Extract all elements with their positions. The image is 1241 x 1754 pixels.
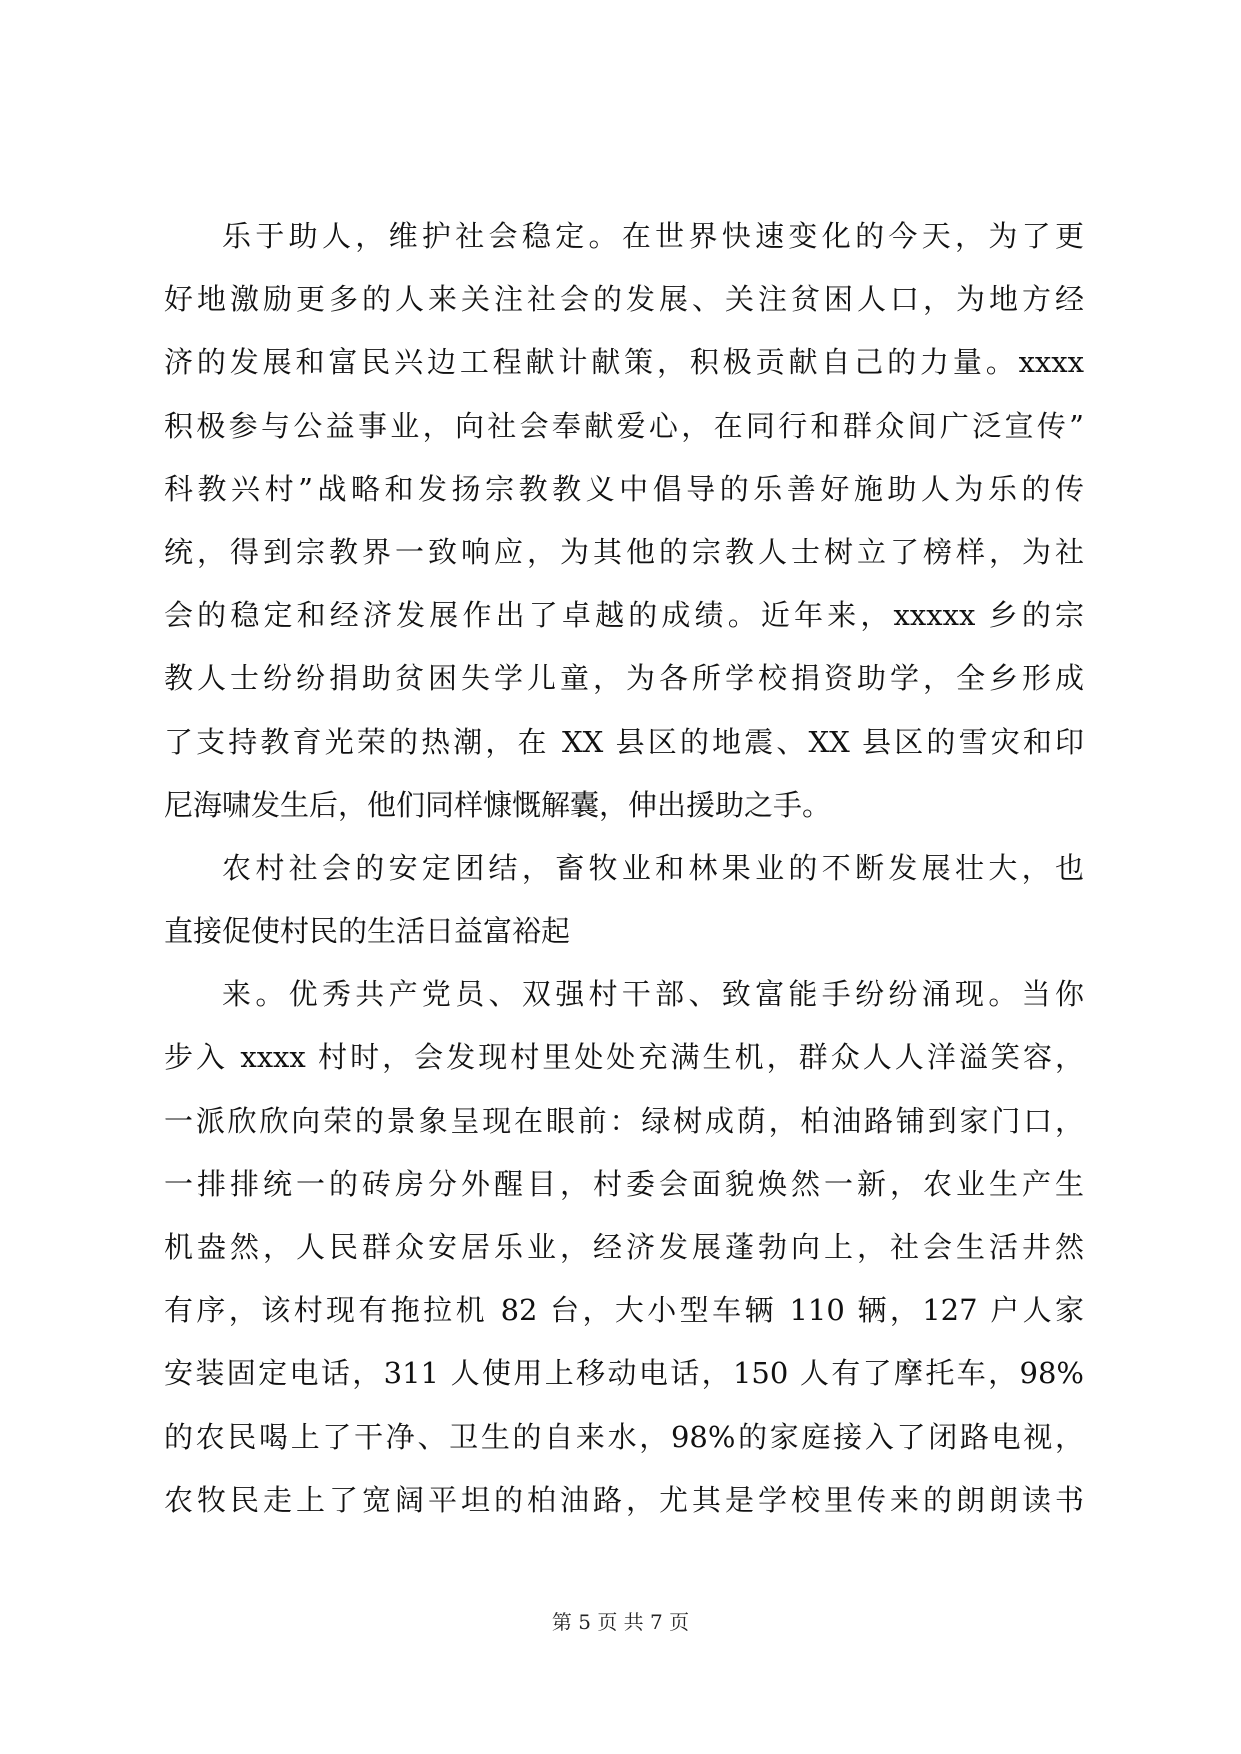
text-line: 乐于助人，维护社会稳定。在世界快速变化的今天，为了更: [222, 219, 1084, 253]
text-line: 来。优秀共产党员、双强村干部、致富能手纷纷涌现。当你: [222, 977, 1084, 1012]
text-line: 积极参与公益事业，向社会奉献爱心，在同行和群众间广泛宣传”: [164, 408, 1084, 443]
text-line: 教人士纷纷捐助贫困失学儿童，为各所学校捐资助学，全乡形成: [164, 661, 1084, 696]
text-line: 直接促使村民的生活日益富裕起: [164, 914, 571, 949]
text-line: 农牧民走上了宽阔平坦的柏油路，尤其是学校里传来的朗朗读书: [164, 1482, 1084, 1517]
text-line: 尼海啸发生后，他们同样慷慨解囊，伸出援助之手。: [164, 787, 832, 822]
text-line: 机盎然，人民群众安居乐业，经济发展蓬勃向上，社会生活井然: [164, 1230, 1084, 1264]
text-line: 统，得到宗教界一致响应，为其他的宗教人士树立了榜样，为社: [164, 534, 1084, 569]
text-line: 安装固定电话，311 人使用上移动电话，150 人有了摩托车，98%: [164, 1356, 1084, 1391]
text-line: 会的稳定和经济发展作出了卓越的成绩。近年来，xxxxx 乡的宗: [164, 598, 1084, 633]
text-line: 农村社会的安定团结，畜牧业和林果业的不断发展壮大，也: [222, 850, 1084, 885]
page-number-footer: 第 5 页 共 7 页: [551, 1610, 690, 1634]
text-line: 的农民喝上了干净、卫生的自来水，98%的家庭接入了闭路电视，: [164, 1419, 1084, 1454]
body-text: [164, 205, 1084, 1532]
text-line: 科教兴村”战略和发扬宗教教义中倡导的乐善好施助人为乐的传: [164, 471, 1084, 506]
text-line: 了支持教育光荣的热潮，在 XX 县区的地震、XX 县区的雪灾和印: [164, 724, 1084, 759]
text-line: 好地激励更多的人来关注社会的发展、关注贫困人口，为地方经: [164, 282, 1084, 317]
text-line: 一排排统一的砖房分外醒目，村委会面貌焕然一新，农业生产生: [164, 1166, 1084, 1201]
text-line: 步入 xxxx 村时，会发现村里处处充满生机，群众人人洋溢笑容，: [164, 1040, 1084, 1075]
text-line: 济的发展和富民兴边工程献计献策，积极贡献自己的力量。xxxx: [164, 345, 1084, 380]
text-line: 有序，该村现有拖拉机 82 台，大小型车辆 110 辆，127 户人家: [164, 1293, 1084, 1328]
text-line: 一派欣欣向荣的景象呈现在眼前：绿树成荫，柏油路铺到家门口，: [164, 1103, 1084, 1138]
